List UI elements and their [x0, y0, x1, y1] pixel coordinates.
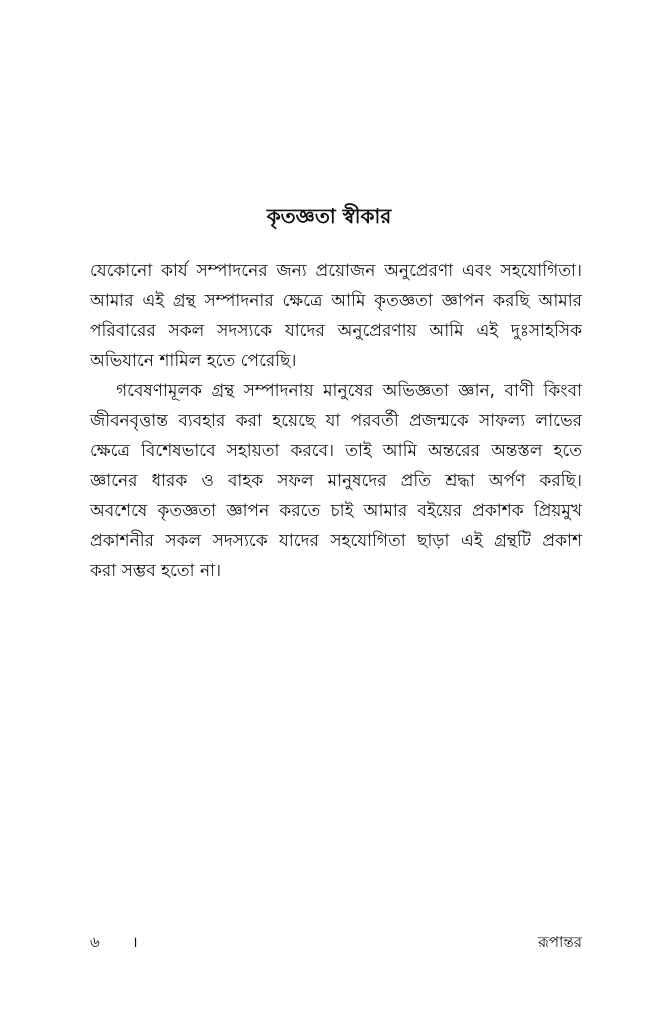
text-line: গবেষণামূলক গ্রন্থ সম্পাদনায় মানুষের অভিজ্ঞতা জ্ঞান, বাণী কিংবা: [116, 381, 582, 401]
text-line: জীবনবৃত্তান্ত ব্যবহার করা হয়েছে যা পরবর্তী প্রজন্মকে সাফল্য লাভের: [90, 411, 582, 431]
text-line: করা সম্ভব হতো না।: [90, 561, 222, 581]
page-footer: [90, 930, 582, 954]
text-line: জ্ঞানের ধারক ও বাহক সফল মানুষদের প্রতি শ্রদ্ধা অর্পণ করছি।: [90, 471, 582, 491]
text-line: অভিযানে শামিল হতে পেরেছি।: [90, 351, 297, 371]
paragraph-1: [90, 256, 582, 376]
acknowledgement-body: [90, 256, 582, 586]
page-title: কৃতজ্ঞতা স্বীকার: [266, 204, 392, 228]
text-line: অবশেষে কৃতজ্ঞতা জ্ঞাপন করতে চাই আমার বইয়ের প্রকাশক প্রিয়মুখ: [90, 501, 582, 521]
text-line: যেকোনো কার্য সম্পাদনের জন্য প্রয়োজন অনুপ্রেরণা এবং সহযোগিতা।: [90, 261, 582, 281]
text-line: প্রকাশনীর সকল সদস্যকে যাদের সহযোগিতা ছাড়া এই গ্রন্থটি প্রকাশ: [90, 531, 582, 551]
footer-separator: ।: [132, 933, 138, 951]
text-line: ক্ষেত্রে বিশেষভাবে সহায়তা করবে। তাই আমি অন্তরের অন্তস্তল হতে: [90, 441, 582, 461]
text-line: আমার এই গ্রন্থ সম্পাদনার ক্ষেত্রে আমি কৃতজ্ঞতা জ্ঞাপন করছি আমার: [90, 291, 582, 311]
running-book-title: রূপান্তর: [537, 933, 582, 951]
page-number: ৬: [90, 933, 100, 951]
paragraph-2: [90, 376, 582, 586]
text-line: পরিবারের সকল সদস্যকে যাদের অনুপ্রেরণায় আমি এই দুঃসাহসিক: [90, 321, 582, 341]
